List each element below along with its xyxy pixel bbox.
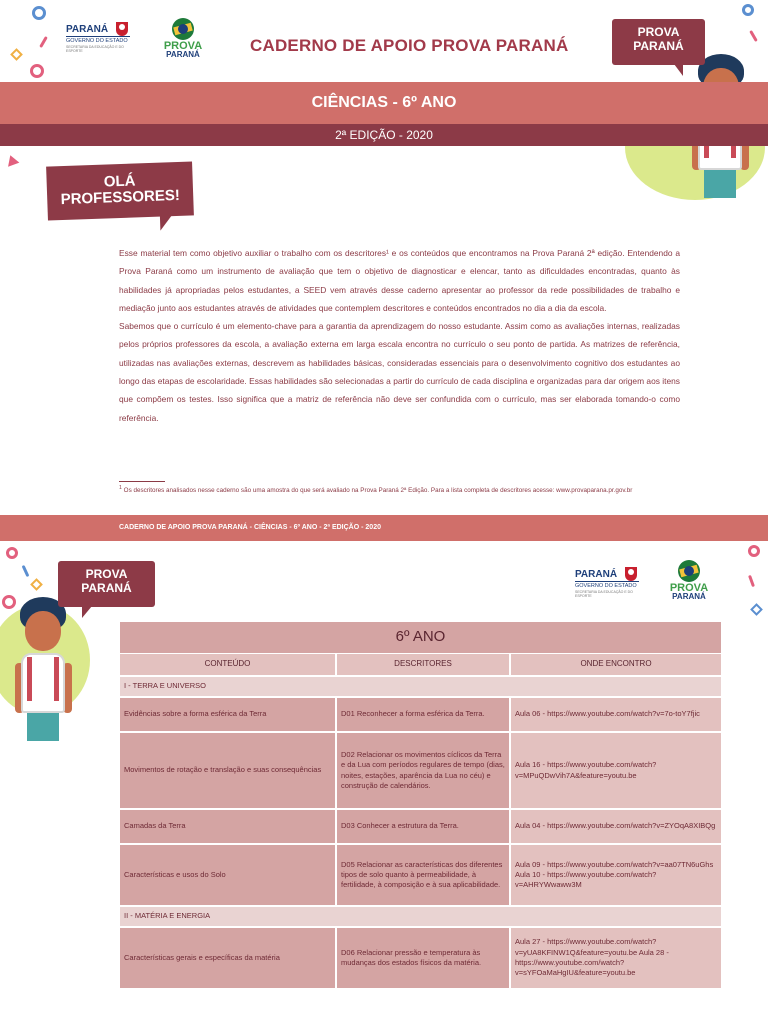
edition-band	[0, 124, 768, 146]
subject-band	[0, 82, 768, 124]
triangle-decoration	[5, 153, 20, 167]
intro-text	[119, 244, 680, 427]
footnote: $^1$ Os descritores analisados nesse caderno são uma amostra do que será avaliado na Prova Paraná 2ª Edição. Para a lista completa de descritores acesse: www.provaparana.pr.gov.br	[119, 485, 633, 495]
table-cell-link[interactable]: Aula 16 - https://www.youtube.com/watch?v=MPuQDwVih7A&feature=youtu.be	[511, 733, 721, 808]
greeting-badge: OLÁ PROFESSORES!	[46, 161, 194, 220]
diamond-decoration	[750, 603, 763, 616]
student-illustration	[15, 595, 85, 745]
section-row: II - MATÉRIA E ENERGIA	[120, 907, 721, 926]
diamond-decoration	[10, 48, 23, 61]
parana-government-logo: PARANÁ GOVERNO DO ESTADO SECRETARIA DA EDUCAÇÃO E DO ESPORTE	[66, 24, 136, 60]
table-cell-descriptor: D03 Conhecer a estrutura da Terra.	[337, 810, 509, 843]
parana-government-logo: PARANÁ GOVERNO DO ESTADO SECRETARIA DA EDUCAÇÃO E DO ESPORTE	[575, 569, 645, 605]
table-cell-descriptor: D02 Relacionar os movimentos cíclicos da Terra e da Lua com períodos regulares de tempo (dias, noites, estações, aparência da Lua no céu) e construção de calendários.	[337, 733, 509, 808]
footer-text: CADERNO DE APOIO PROVA PARANÁ - CIÊNCIAS - 6º ANO - 2ª EDIÇÃO - 2020	[119, 524, 381, 531]
bar-decoration	[39, 36, 48, 48]
ring-decoration	[6, 547, 18, 559]
table-cell-descriptor: D01 Reconhecer a forma esférica da Terra.	[337, 698, 509, 731]
ring-decoration	[32, 6, 46, 20]
table-cell-descriptor: D05 Relacionar as características dos diferentes tipos de solo quanto à permeabilidade, à fertilidade, à composição e à sua aplicabilidade.	[337, 845, 509, 905]
paragraph: Esse material tem como objetivo auxiliar o trabalho com os descritores¹ e os conteúdos que encontramos na Prova Paraná 2ª edição. Entendendo a Prova Paraná como um instrumento de avaliação que tem o objetivo de diagnosticar e elencar, tanto as dificuldades encontradas, quanto às habilidades já apropriadas pelos estudantes, a SEED vem através desse caderno apresentar ao professor da rede possibilidades de trabalho e mediação junto aos estudantes através de atividades que contemplem descritores e conteúdos encontrados no dia a dia da escola.	[119, 248, 680, 313]
footnote-rule	[119, 481, 165, 482]
diamond-decoration	[30, 578, 43, 591]
table-cell-link[interactable]: Aula 06 - https://www.youtube.com/watch?v=7o-toY7fjic	[511, 698, 721, 731]
globe-icon	[678, 560, 700, 582]
crest-icon	[116, 22, 128, 36]
prova-parana-badge: PROVA PARANÁ	[612, 19, 705, 65]
edition-label: 2ª EDIÇÃO - 2020	[335, 128, 433, 142]
page-footer	[0, 515, 768, 541]
table-cell-content: Características gerais e específicas da matéria	[120, 928, 335, 988]
column-header: DESCRITORES	[337, 654, 509, 675]
bar-decoration	[749, 30, 758, 42]
ring-decoration	[748, 545, 760, 557]
table-cell-content: Características e usos do Solo	[120, 845, 335, 905]
table-cell-content: Evidências sobre a forma esférica da Terra	[120, 698, 335, 731]
ring-decoration	[30, 64, 44, 78]
table-cell-link[interactable]: Aula 04 - https://www.youtube.com/watch?v=ZYOqA8XIBQg	[511, 810, 721, 843]
prova-parana-logo: PROVA PARANÁ	[666, 560, 712, 606]
table-cell-link[interactable]: Aula 09 - https://www.youtube.com/watch?v=aa07TN6uGhs Aula 10 - https://www.youtube.com/watch?v=AHRYWwaww3M	[511, 845, 721, 905]
column-header: ONDE ENCONTRO	[511, 654, 721, 675]
table-cell-content: Movimentos de rotação e translação e suas consequências	[120, 733, 335, 808]
document-title: CADERNO DE APOIO PROVA PARANÁ	[250, 36, 569, 55]
bar-decoration	[748, 575, 755, 587]
column-header: CONTEÚDO	[120, 654, 335, 675]
ring-decoration	[2, 595, 16, 609]
section-row: I - TERRA E UNIVERSO	[120, 677, 721, 696]
globe-icon	[172, 18, 194, 40]
page-2	[0, 545, 768, 1024]
paragraph: Sabemos que o currículo é um elemento-chave para a garantia da aprendizagem do nosso estudante. Assim como as avaliações internas, realizadas pelos próprios professores da escola, a avaliação externa em larga escala encontra no currículo o seu ponto de partida. As matrizes de referência, utilizadas nas avaliações externas, descrevem as habilidades básicas, consideradas essenciais para o desenvolvimento cognitivo dos estudantes ao longo das etapas de escolaridade. Essas habilidades são selecionadas a partir do currículo de cada disciplina e organizadas para dar origem aos itens que compõem os testes. Isso significa que a matriz de referência não deve ser confundida com o currículo, mas ser elaborada tomando-o como referência.	[119, 321, 680, 423]
table-cell-link[interactable]: Aula 27 - https://www.youtube.com/watch?v=yUA8KFINW1Q&feature=youtu.be Aula 28 - https://www.youtube.com/watch?v=sYFOaMaHgIU&feature=youtu.be	[511, 928, 721, 988]
prova-parana-logo: PROVA PARANÁ	[160, 18, 206, 64]
table-title: 6º ANO	[120, 622, 721, 653]
bar-decoration	[22, 565, 30, 577]
table-cell-content: Camadas da Terra	[120, 810, 335, 843]
prova-parana-badge: PROVA PARANÁ	[58, 561, 155, 607]
subject-title: CIÊNCIAS - 6º ANO	[311, 94, 457, 111]
table-cell-descriptor: D06 Relacionar pressão e temperatura às mudanças dos estados físicos da matéria.	[337, 928, 509, 988]
ring-decoration	[742, 4, 754, 16]
crest-icon	[625, 567, 637, 581]
